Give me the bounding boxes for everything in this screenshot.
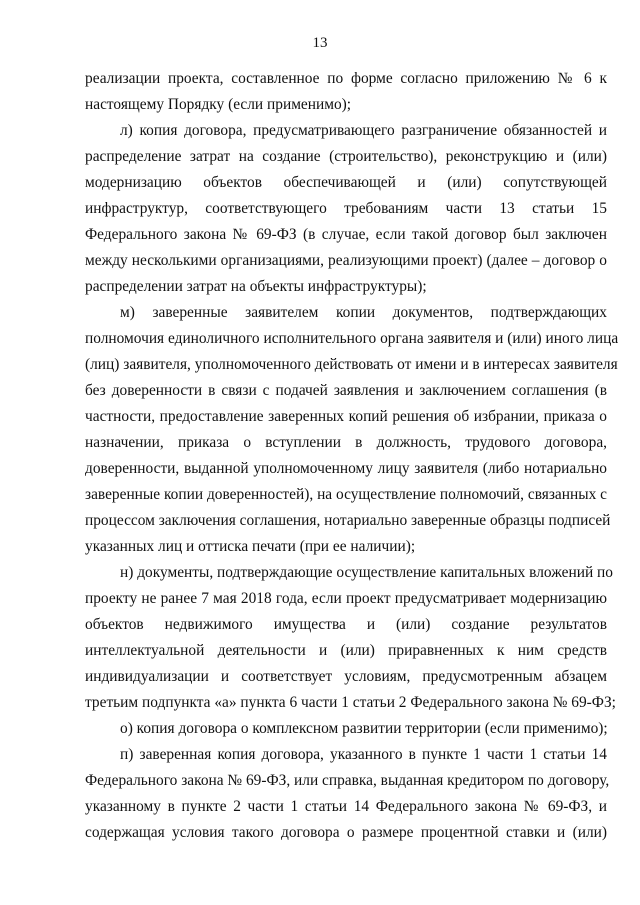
text-line: назначении, приказа о вступлении в должность, трудового договора, xyxy=(85,434,607,451)
text-line: м) заверенные заявителем копии документов, подтверждающих xyxy=(120,304,607,321)
text-line: о) копия договора о комплексном развитии территории (если применимо); xyxy=(120,720,608,737)
text-line: доверенности, выданной уполномоченному лицу заявителя (либо нотариально xyxy=(85,460,607,477)
page-number: 13 xyxy=(312,35,328,51)
text-line: объектов недвижимого имущества и (или) создание результатов xyxy=(85,616,607,633)
text-line: распределении затрат на объекты инфраструктуры); xyxy=(85,278,427,295)
text-line: указанному в пункте 2 части 1 статьи 14 Федерального закона № 69-ФЗ, и xyxy=(85,798,607,815)
text-line: н) документы, подтверждающие осуществление капитальных вложений по xyxy=(120,564,613,581)
text-line: Федерального закона № 69-ФЗ, или справка, выданная кредитором по договору, xyxy=(85,772,610,789)
text-line: указанных лиц и оттиска печати (при ее наличии); xyxy=(85,538,416,555)
text-line: содержащая условия такого договора о размере процентной ставки и (или) xyxy=(85,824,607,841)
text-line: проекту не ранее 7 мая 2018 года, если проект предусматривает модернизацию xyxy=(85,590,607,607)
text-line: модернизацию объектов обеспечивающей и (или) сопутствующей xyxy=(85,174,607,191)
text-line: полномочия единоличного исполнительного органа заявителя и (или) иного лица xyxy=(85,330,619,347)
text-line: индивидуализации и соответствует условиям, предусмотренным абзацем xyxy=(85,668,607,685)
text-line: Федерального закона № 69-ФЗ (в случае, если такой договор был заключен xyxy=(85,226,607,243)
text-line: третьим подпункта «а» пункта 6 части 1 статьи 2 Федерального закона № 69-ФЗ; xyxy=(85,694,616,711)
text-line: процессом заключения соглашения, нотариально заверенные образцы подписей xyxy=(85,512,611,529)
text-line: (лиц) заявителя, уполномоченного действовать от имени и в интересах заявителя xyxy=(85,356,618,373)
text-line: л) копия договора, предусматривающего разграничение обязанностей и xyxy=(120,122,607,139)
text-line: частности, предоставление заверенных копий решения об избрании, приказа о xyxy=(85,408,607,425)
text-line: без доверенности в связи с подачей заявления и заключением соглашения (в xyxy=(85,382,607,399)
text-line: настоящему Порядку (если применимо); xyxy=(85,96,352,113)
text-line: п) заверенная копия договора, указанного в пункте 1 части 1 статьи 14 xyxy=(120,746,607,763)
text-line: интеллектуальной деятельности и (или) приравненных к ним средств xyxy=(85,642,607,659)
text-line: распределение затрат на создание (строительство), реконструкцию и (или) xyxy=(85,148,607,165)
text-line: реализации проекта, составленное по форме согласно приложению № 6 к xyxy=(85,70,607,87)
document-body xyxy=(85,66,619,846)
text-line: между несколькими организациями, реализующими проект) (далее – договор о xyxy=(85,252,607,269)
text-line: инфраструктур, соответствующего требованиям части 13 статьи 15 xyxy=(85,200,607,217)
text-line: заверенные копии доверенностей), на осуществление полномочий, связанных с xyxy=(85,486,607,503)
